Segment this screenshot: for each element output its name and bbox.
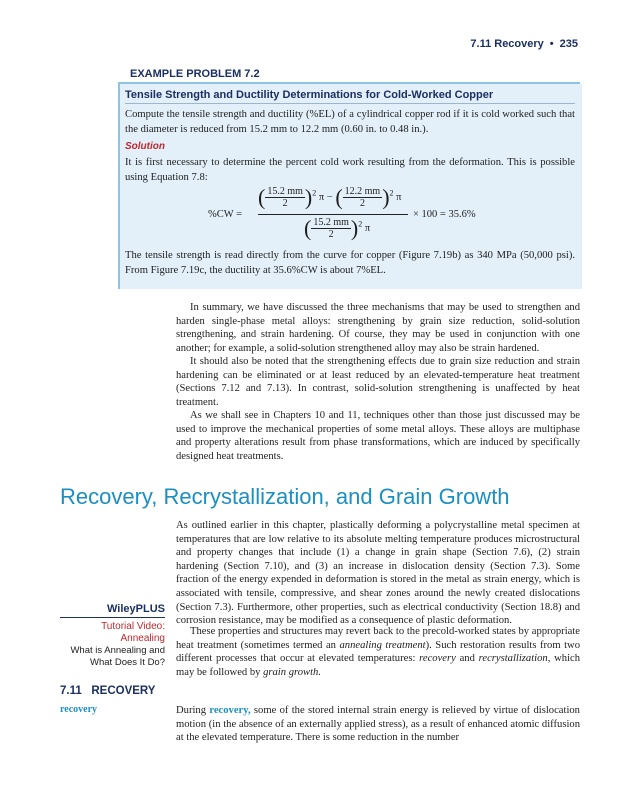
example-title: Tensile Strength and Ductility Determinations for Cold-Worked Copper (125, 89, 494, 101)
page-number: 235 (559, 38, 578, 50)
section-heading: Recovery, Recrystallization, and Grain Growth (60, 484, 510, 509)
summary-paragraph-1: In summary, we have discussed the three mechanisms that may be used to strengthen and harden single-phase metal alloys: strengthening by grain size reduction, solid-solution strengthening, and strain hardening. Of course, they may be used in conjunction with one another; for example, a solid-solution strengthened alloy may also be strain hardened. (176, 302, 580, 354)
tutorial-video-link[interactable] (60, 621, 165, 645)
example-title-rule (125, 103, 575, 104)
tutorial-line-1: Tutorial Video: (101, 621, 165, 632)
equation-percent-cold-work (208, 186, 508, 246)
eq-num-b-den: 2 (359, 198, 365, 209)
equation-numerator: ( $\frac{15.2 mm}{2}$ )$^2$ π − ( $\frac{12.2 mm}{2}$ )$^2$ π (258, 184, 402, 210)
eq-exp-a: 2 (312, 188, 317, 198)
running-head (470, 38, 578, 50)
recovery-paragraph-1 (176, 704, 580, 745)
running-head-section: 7.11 Recovery (470, 38, 544, 50)
term-recrystallization: recrystallization, (478, 653, 551, 665)
subsection-title: RECOVERY (91, 685, 156, 697)
intro-paragraph-2 (176, 625, 580, 679)
equation-denominator: ( $\frac{15.2 mm}{2}$ )$^2$ π (304, 215, 371, 241)
tutorial-description (60, 645, 165, 669)
wileyplus-label: WileyPLUS (60, 603, 165, 618)
eq-pi-b: π (396, 191, 402, 203)
equation-rhs: × 100 = 35.6% (413, 209, 476, 220)
subsection-number: 7.11 (60, 685, 82, 697)
recovery-text-b: some of the stored internal strain energy is relieved by virtue of dislocation motion (in the absence of an externally applied stress), as a result of enhanced atomic diffusion at the elevated temperature. There is some reduction in the number (176, 705, 580, 744)
eq-exp-c: 2 (358, 219, 363, 229)
margin-term-recovery: recovery (60, 704, 98, 715)
example-label: EXAMPLE PROBLEM 7.2 (130, 68, 260, 80)
subsection-heading (60, 685, 155, 697)
eq-num-b: 12.2 mm (344, 186, 381, 197)
eq-den-val: 15.2 mm (313, 217, 349, 228)
example-question: Compute the tensile strength and ductility (%EL) of a cylindrical copper rod if it is cold worked such that the diameter is reduced from 15.2 mm to 12.2 mm (0.60 in. to 0.48 in.). (125, 109, 575, 135)
term-annealing-treatment: annealing treatment (339, 639, 426, 651)
intro-paragraph-1: As outlined earlier in this chapter, plastically deforming a polycrystalline metal specimen at temperatures that are low relative to its absolute melting temperature produces microstructural and property changes that include (1) a change in grain shape (Section 7.6), (2) strain hardening (Section 7.10), and (3) an increase in dislocation density (Section 7.3). Some fraction of the energy expended in deformation is stored in the metal as strain energy, which is associated with tensile, compressive, and shear zones around the newly created dislocations (Section 7.3). Furthermore, other properties, such as electrical conductivity (Section 18.8) and corrosion resistance, may be modified as a consequence of plastic deformation. (176, 520, 580, 627)
equation-fraction-bar (258, 214, 408, 215)
solution-label: Solution (125, 141, 165, 152)
wileyplus-sidebar[interactable] (60, 603, 165, 669)
eq-num-a-den: 2 (282, 198, 288, 209)
desc-line-1: What is Annealing and (70, 645, 165, 656)
tutorial-line-2: Annealing (120, 633, 165, 644)
running-head-separator: • (549, 38, 554, 50)
eq-pi-c: π (364, 222, 371, 234)
intro-p2-text-b: ). Such restoration results from two different processes that occur at elevated temperatures: (176, 639, 581, 665)
recovery-text-a: During (176, 705, 210, 716)
eq-minus: − (326, 191, 333, 203)
equation-lhs: %CW = (208, 209, 243, 220)
summary-paragraph-3: As we shall see in Chapters 10 and 11, techniques other than those just discussed may be used to improve the mechanical properties of some metal alloys. These alloys are multiphase and property alterations result from phase transformations, which are induced by specifically designed heat treatments. (176, 410, 580, 462)
eq-num-a: 15.2 mm (267, 186, 303, 197)
term-recovery: recovery (419, 653, 456, 665)
eq-exp-b: 2 (389, 188, 394, 198)
term-grain-growth: grain growth. (263, 666, 321, 678)
intro-p2-text-d: which may be followed by (176, 653, 581, 678)
eq-pi-a: π (318, 191, 325, 203)
recovery-keyword: recovery, (209, 705, 251, 716)
solution-paragraph-1: It is first necessary to determine the percent cold work resulting from the deformation. This is possible using Equation 7.8: (125, 157, 575, 183)
solution-paragraph-2: The tensile strength is read directly from the curve for copper (Figure 7.19b) as 340 MPa (50,000 psi). From Figure 7.19c, the ductility at 35.6%CW is about 7%EL. (125, 250, 575, 276)
summary-paragraph-2: It should also be noted that the strengthening effects due to grain size reduction and strain hardening can be eliminated or at least reduced by an elevated-temperature heat treatment (Sections 7.12 and 7.13). In contrast, solid-solution strengthening is unaffected by heat treatment. (176, 356, 580, 408)
intro-p2-text-a: These properties and structures may revert back to the precold-worked states by appropriate heat treatment (sometimes termed an (176, 626, 580, 651)
intro-p2-text-c: and (455, 653, 479, 665)
desc-line-2: What Does It Do? (90, 657, 165, 668)
eq-den-den: 2 (328, 229, 334, 240)
